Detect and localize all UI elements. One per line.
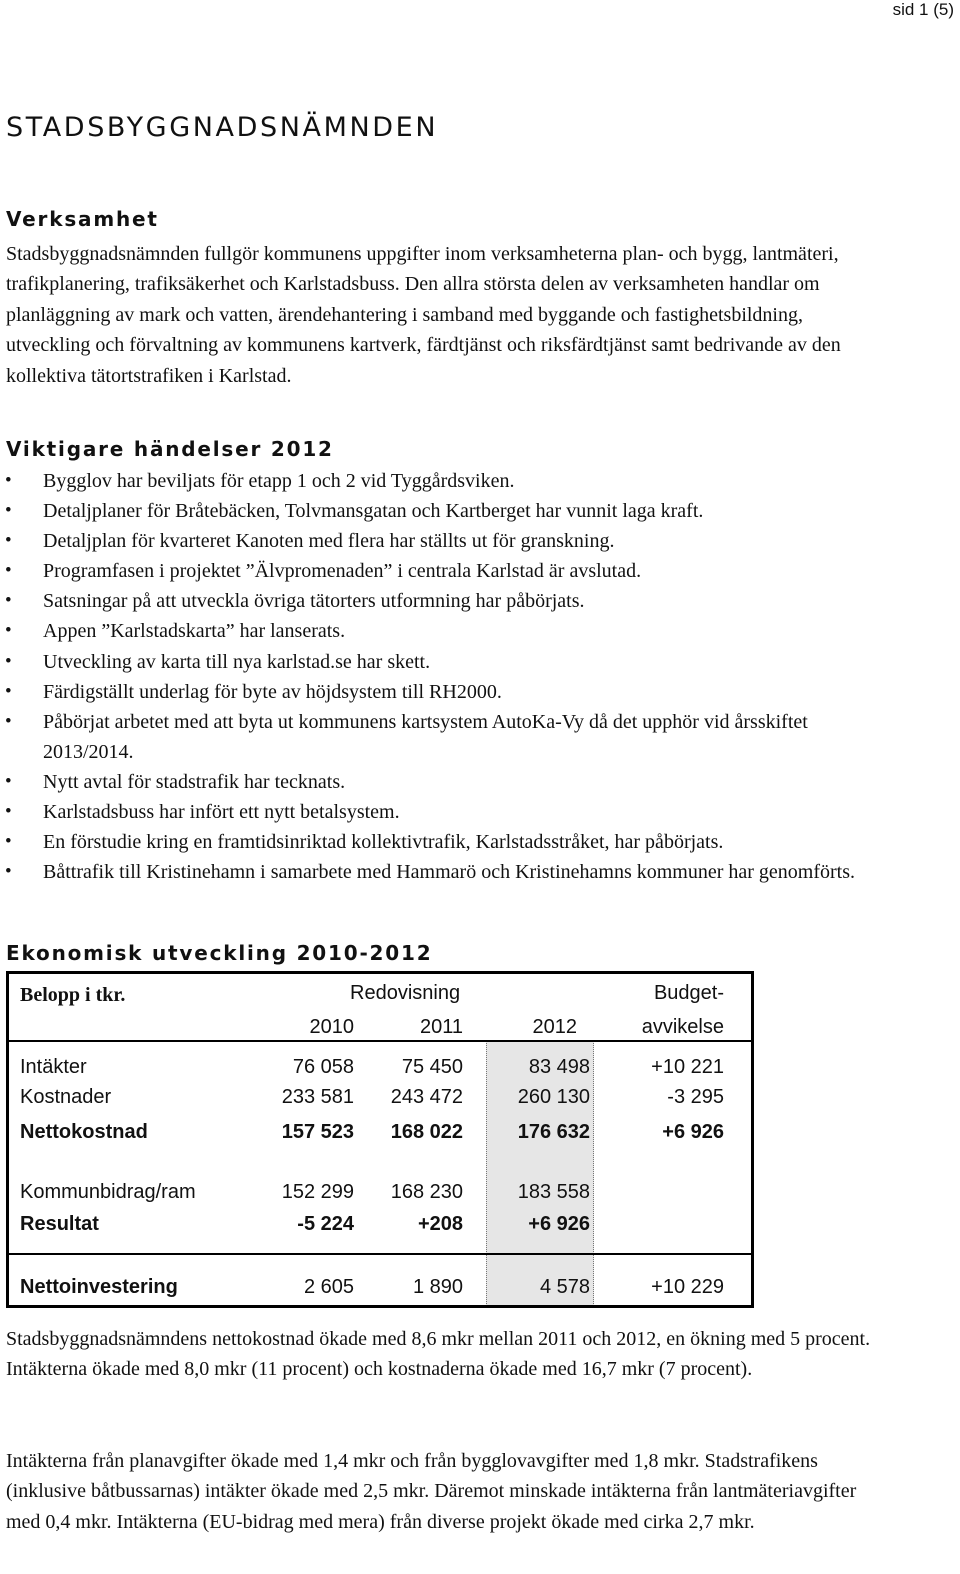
economy-paragraph-2: Intäkterna från planavgifter ökade med 1,4 mkr och från bygglovavgifter med 1,8 mkr. Stadstrafikens (inklusive båtbussarnas) intäkter ökade med 2,5 mkr. Däremot minskade intäkterna från lantmäteriavgifter med 0,4 mkr. Intäkterna (EU-bidrag med mera) från diverse projekt ökade med cirka 2,7 mkr. xyxy=(6,1450,857,1533)
budget-header-line1: Budget- xyxy=(653,982,724,1004)
row-label-intakter: Intäkter xyxy=(20,1056,87,1078)
cell-intakter-2010: 76 058 xyxy=(292,1056,354,1078)
cell-resultat-2012: +6 926 xyxy=(528,1213,590,1235)
cell-nettoinvestering-2010: 2 605 xyxy=(303,1276,354,1298)
economy-heading: Ekonomisk utveckling 2010-2012 xyxy=(6,941,433,965)
cell-nettoinvestering-budget: +10 229 xyxy=(651,1276,724,1298)
table-investment-divider xyxy=(6,1253,754,1255)
budget-header-line2: avvikelse xyxy=(641,1016,724,1038)
cell-nettokostnad-2010: 157 523 xyxy=(281,1121,354,1143)
cell-nettoinvestering-2011: 1 890 xyxy=(412,1276,463,1298)
row-label-resultat: Resultat xyxy=(20,1213,99,1235)
events-list xyxy=(0,466,900,887)
cell-nettokostnad-budget: +6 926 xyxy=(662,1121,724,1143)
amount-label: Belopp i tkr. xyxy=(20,984,126,1006)
cell-kommunbidrag-2011: 168 230 xyxy=(390,1181,463,1203)
cell-resultat-2011: +208 xyxy=(417,1213,463,1235)
cell-intakter-2011: 75 450 xyxy=(401,1056,463,1078)
table-header-divider xyxy=(6,1040,754,1042)
row-label-nettoinvestering: Nettoinvestering xyxy=(20,1276,178,1298)
event-item: • Bygglov har beviljats för etapp 1 och 2 vid Tyggårdsviken. xyxy=(0,466,900,496)
event-item: • Detaljplan för kvarteret Kanoten med flera har ställts ut för granskning. xyxy=(0,526,900,556)
cell-nettokostnad-2012: 176 632 xyxy=(517,1121,590,1143)
event-item: • En förstudie kring en framtidsinriktad kollektivtrafik, Karlstadsstråket, har påbörjats. xyxy=(0,827,900,857)
verksamhet-text: Stadsbyggnadsnämnden fullgör kommunens uppgifter inom verksamheterna plan- och bygg, lantmäteri, trafikplanering, trafiksäkerhet och Karlstadsbuss. Den allra största delen av verksamheten handlar om planläggning av mark och vatten, ärendehantering i samband med byggande och fastighetsbildning, utveckling och förvaltning av kommunens kartverk, färdtjänst och riksfärdtjänst samt bedrivande av den kollektiva tätortstrafiken i Karlstad. xyxy=(6,243,841,387)
event-item: • Satsningar på att utveckla övriga tätorters utformning har påbörjats. xyxy=(0,586,900,616)
event-item: • Appen ”Karlstadskarta” har lanserats. xyxy=(0,616,900,646)
event-item: • Detaljplaner för Bråtebäcken, Tolvmansgatan och Kartberget har vunnit laga kraft. xyxy=(0,496,900,526)
cell-kostnader-2010: 233 581 xyxy=(281,1086,354,1108)
row-label-kommunbidrag: Kommunbidrag/ram xyxy=(20,1181,196,1203)
redovisning-header: Redovisning xyxy=(350,982,461,1004)
year-header-2012: 2012 xyxy=(532,1016,577,1038)
cell-kostnader-budget: -3 295 xyxy=(667,1086,724,1108)
events-heading: Viktigare händelser 2012 xyxy=(6,437,334,461)
economy-paragraph-1: Stadsbyggnadsnämndens nettokostnad ökade med 8,6 mkr mellan 2011 och 2012, en ökning med 5 procent. Intäkterna ökade med 8,0 mkr (11 procent) och kostnaderna ökade med 16,7 mkr (7 procent). xyxy=(6,1328,871,1381)
cell-kostnader-2012: 260 130 xyxy=(517,1086,590,1108)
cell-intakter-2012: 83 498 xyxy=(528,1056,590,1078)
cell-intakter-budget: +10 221 xyxy=(651,1056,724,1078)
event-item: • Nytt avtal för stadstrafik har tecknats. xyxy=(0,767,900,797)
event-item: • Utveckling av karta till nya karlstad.se har skett. xyxy=(0,647,900,677)
cell-nettoinvestering-2012: 4 578 xyxy=(539,1276,590,1298)
page-title: STADSBYGGNADSNÄMNDEN xyxy=(6,112,439,143)
event-item: • Påbörjat arbetet med att byta ut kommunens kartsystem AutoKa-Vy då det upphör vid årsskiftet 2013/2014. xyxy=(0,707,900,767)
row-label-nettokostnad: Nettokostnad xyxy=(20,1121,148,1143)
cell-kostnader-2011: 243 472 xyxy=(390,1086,463,1108)
event-item: • Färdigställt underlag för byte av höjdsystem till RH2000. xyxy=(0,677,900,707)
verksamhet-heading: Verksamhet xyxy=(6,207,159,231)
cell-kommunbidrag-2010: 152 299 xyxy=(281,1181,354,1203)
event-item: • Karlstadsbuss har infört ett nytt betalsystem. xyxy=(0,797,900,827)
event-item: • Båttrafik till Kristinehamn i samarbete med Hammarö och Kristinehamns kommuner har genomförts. xyxy=(0,857,900,887)
cell-resultat-2010: -5 224 xyxy=(297,1213,354,1235)
cell-nettokostnad-2011: 168 022 xyxy=(390,1121,463,1143)
row-label-kostnader: Kostnader xyxy=(20,1086,112,1108)
page-number: sid 1 (5) xyxy=(892,0,954,19)
year-header-2011: 2011 xyxy=(419,1016,463,1038)
cell-kommunbidrag-2012: 183 558 xyxy=(517,1181,590,1203)
year-header-2010: 2010 xyxy=(309,1016,354,1038)
event-item: • Programfasen i projektet ”Älvpromenaden” i centrala Karlstad är avslutad. xyxy=(0,556,900,586)
